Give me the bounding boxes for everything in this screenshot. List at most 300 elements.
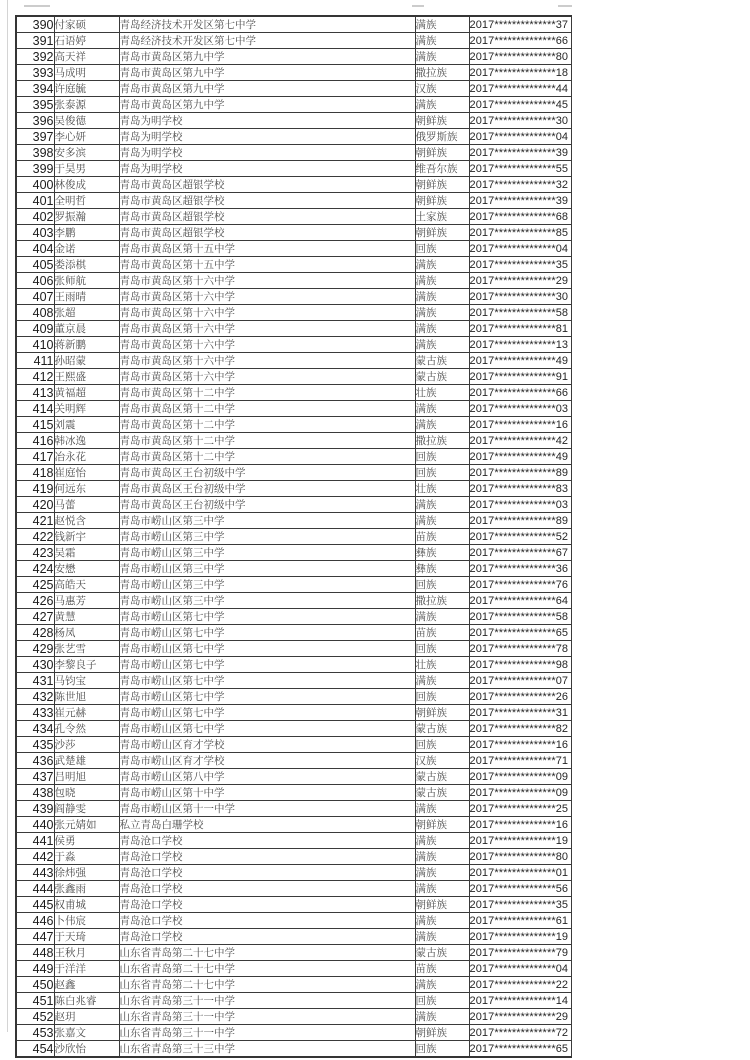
id-cell: 2017**************30 <box>469 113 571 129</box>
table-row <box>16 977 571 993</box>
id-cell: 2017**************68 <box>469 209 571 225</box>
table-row <box>16 193 571 209</box>
name-cell: 金诺 <box>54 241 119 257</box>
table-row <box>16 177 571 193</box>
ethnicity-cell: 回族 <box>415 241 469 257</box>
row-number-cell: 431 <box>16 673 54 689</box>
name-cell: 吕明旭 <box>54 769 119 785</box>
name-cell: 王秋月 <box>54 945 119 961</box>
row-number-cell: 411 <box>16 353 54 369</box>
row-number-cell: 401 <box>16 193 54 209</box>
school-cell: 青岛沧口学校 <box>119 929 415 945</box>
row-number-cell: 414 <box>16 401 54 417</box>
school-cell: 青岛市黄岛区第九中学 <box>119 81 415 97</box>
id-cell: 2017**************66 <box>469 33 571 49</box>
ethnicity-cell: 土家族 <box>415 209 469 225</box>
name-cell: 包晓 <box>54 785 119 801</box>
table-row <box>16 209 571 225</box>
id-cell: 2017**************19 <box>469 833 571 849</box>
school-cell: 青岛市黄岛区超银学校 <box>119 209 415 225</box>
school-cell: 青岛经济技术开发区第七中学 <box>119 33 415 49</box>
row-number-cell: 434 <box>16 721 54 737</box>
row-number-cell: 448 <box>16 945 54 961</box>
ethnicity-cell: 朝鲜族 <box>415 897 469 913</box>
id-cell: 2017**************03 <box>469 401 571 417</box>
row-number-cell: 429 <box>16 641 54 657</box>
school-cell: 青岛市崂山区第七中学 <box>119 689 415 705</box>
row-number-cell: 435 <box>16 737 54 753</box>
school-cell: 青岛市黄岛区第十六中学 <box>119 337 415 353</box>
table-row <box>16 33 571 49</box>
ethnicity-cell: 回族 <box>415 641 469 657</box>
id-cell: 2017**************09 <box>469 785 571 801</box>
school-cell: 青岛市黄岛区第九中学 <box>119 97 415 113</box>
id-cell: 2017**************04 <box>469 241 571 257</box>
id-cell: 2017**************58 <box>469 609 571 625</box>
id-cell: 2017**************13 <box>469 337 571 353</box>
row-number-cell: 449 <box>16 961 54 977</box>
ethnicity-cell: 蒙古族 <box>415 769 469 785</box>
ethnicity-cell: 汉族 <box>415 753 469 769</box>
school-cell: 山东省青岛第三十三中学 <box>119 1041 415 1058</box>
row-number-cell: 453 <box>16 1025 54 1041</box>
ethnicity-cell: 彝族 <box>415 545 469 561</box>
table-row <box>16 97 571 113</box>
school-cell: 青岛为明学校 <box>119 161 415 177</box>
name-cell: 于昊男 <box>54 161 119 177</box>
ethnicity-cell: 满族 <box>415 16 469 33</box>
school-cell: 青岛市黄岛区第九中学 <box>119 65 415 81</box>
name-cell: 安懋 <box>54 561 119 577</box>
school-cell: 青岛市崂山区第三中学 <box>119 561 415 577</box>
name-cell: 石语婷 <box>54 33 119 49</box>
school-cell: 青岛市崂山区第七中学 <box>119 625 415 641</box>
name-cell: 卜伟宸 <box>54 913 119 929</box>
id-cell: 2017**************04 <box>469 129 571 145</box>
name-cell: 刘震 <box>54 417 119 433</box>
ethnicity-cell: 壮族 <box>415 481 469 497</box>
table-row <box>16 113 571 129</box>
id-cell: 2017**************82 <box>469 721 571 737</box>
school-cell: 青岛市黄岛区第十二中学 <box>119 385 415 401</box>
name-cell: 张超 <box>54 305 119 321</box>
name-cell: 娄添棋 <box>54 257 119 273</box>
roster-body <box>16 16 571 1057</box>
ethnicity-cell: 满族 <box>415 289 469 305</box>
name-cell: 张艺雪 <box>54 641 119 657</box>
school-cell: 青岛市崂山区第七中学 <box>119 609 415 625</box>
school-cell: 青岛市黄岛区第十六中学 <box>119 321 415 337</box>
row-number-cell: 394 <box>16 81 54 97</box>
id-cell: 2017**************49 <box>469 353 571 369</box>
name-cell: 崔元赫 <box>54 705 119 721</box>
name-cell: 张元婧如 <box>54 817 119 833</box>
name-cell: 徐炜强 <box>54 865 119 881</box>
row-number-cell: 440 <box>16 817 54 833</box>
id-cell: 2017**************71 <box>469 753 571 769</box>
id-cell: 2017**************98 <box>469 657 571 673</box>
id-cell: 2017**************58 <box>469 305 571 321</box>
name-cell: 关明辉 <box>54 401 119 417</box>
row-number-cell: 396 <box>16 113 54 129</box>
table-row <box>16 561 571 577</box>
row-number-cell: 407 <box>16 289 54 305</box>
name-cell: 张师航 <box>54 273 119 289</box>
table-row <box>16 225 571 241</box>
ethnicity-cell: 撒拉族 <box>415 433 469 449</box>
row-number-cell: 432 <box>16 689 54 705</box>
name-cell: 阎静雯 <box>54 801 119 817</box>
table-row <box>16 465 571 481</box>
name-cell: 李鹏 <box>54 225 119 241</box>
ethnicity-cell: 满族 <box>415 1009 469 1025</box>
name-cell: 杨凤 <box>54 625 119 641</box>
id-cell: 2017**************66 <box>469 385 571 401</box>
table-row <box>16 945 571 961</box>
name-cell: 吴俊德 <box>54 113 119 129</box>
school-cell: 青岛市黄岛区第十五中学 <box>119 241 415 257</box>
row-number-cell: 454 <box>16 1041 54 1058</box>
table-row <box>16 529 571 545</box>
school-cell: 山东省青岛第二十七中学 <box>119 977 415 993</box>
row-number-cell: 418 <box>16 465 54 481</box>
school-cell: 青岛市崂山区第三中学 <box>119 529 415 545</box>
table-row <box>16 481 571 497</box>
table-row <box>16 321 571 337</box>
name-cell: 王雨晴 <box>54 289 119 305</box>
name-cell: 于淼 <box>54 849 119 865</box>
school-cell: 青岛市黄岛区第十六中学 <box>119 369 415 385</box>
id-cell: 2017**************65 <box>469 1041 571 1058</box>
ethnicity-cell: 满族 <box>415 401 469 417</box>
name-cell: 罗振瀚 <box>54 209 119 225</box>
id-cell: 2017**************19 <box>469 929 571 945</box>
name-cell: 付家硕 <box>54 16 119 33</box>
row-number-cell: 393 <box>16 65 54 81</box>
school-cell: 青岛市黄岛区第十二中学 <box>119 433 415 449</box>
id-cell: 2017**************67 <box>469 545 571 561</box>
row-number-cell: 391 <box>16 33 54 49</box>
table-row <box>16 145 571 161</box>
name-cell: 沙欣怡 <box>54 1041 119 1058</box>
ethnicity-cell: 蒙古族 <box>415 369 469 385</box>
school-cell: 青岛经济技术开发区第七中学 <box>119 16 415 33</box>
row-number-cell: 413 <box>16 385 54 401</box>
row-number-cell: 415 <box>16 417 54 433</box>
table-row <box>16 577 571 593</box>
table-row <box>16 161 571 177</box>
school-cell: 青岛市黄岛区王台初级中学 <box>119 481 415 497</box>
id-cell: 2017**************80 <box>469 849 571 865</box>
school-cell: 青岛市黄岛区第十六中学 <box>119 305 415 321</box>
table-row <box>16 257 571 273</box>
school-cell: 青岛市黄岛区第十二中学 <box>119 401 415 417</box>
table-row <box>16 1009 571 1025</box>
table-row <box>16 1041 571 1058</box>
table-row <box>16 881 571 897</box>
ethnicity-cell: 朝鲜族 <box>415 1025 469 1041</box>
ethnicity-cell: 苗族 <box>415 961 469 977</box>
ethnicity-cell: 撒拉族 <box>415 593 469 609</box>
school-cell: 青岛市黄岛区第十二中学 <box>119 417 415 433</box>
table-row <box>16 385 571 401</box>
name-cell: 全明哲 <box>54 193 119 209</box>
table-row <box>16 609 571 625</box>
name-cell: 沙莎 <box>54 737 119 753</box>
table-row <box>16 545 571 561</box>
ethnicity-cell: 壮族 <box>415 385 469 401</box>
school-cell: 青岛为明学校 <box>119 145 415 161</box>
id-cell: 2017**************52 <box>469 529 571 545</box>
id-cell: 2017**************29 <box>469 1009 571 1025</box>
table-row <box>16 1025 571 1041</box>
row-number-cell: 420 <box>16 497 54 513</box>
id-cell: 2017**************83 <box>469 481 571 497</box>
student-roster-table <box>15 15 572 1058</box>
id-cell: 2017**************76 <box>469 577 571 593</box>
school-cell: 青岛市崂山区第三中学 <box>119 593 415 609</box>
school-cell: 青岛沧口学校 <box>119 913 415 929</box>
id-cell: 2017**************64 <box>469 593 571 609</box>
id-cell: 2017**************55 <box>469 161 571 177</box>
row-number-cell: 427 <box>16 609 54 625</box>
school-cell: 青岛沧口学校 <box>119 897 415 913</box>
row-number-cell: 403 <box>16 225 54 241</box>
ethnicity-cell: 苗族 <box>415 529 469 545</box>
ethnicity-cell: 回族 <box>415 465 469 481</box>
ethnicity-cell: 满族 <box>415 849 469 865</box>
table-row <box>16 401 571 417</box>
row-number-cell: 422 <box>16 529 54 545</box>
ethnicity-cell: 满族 <box>415 417 469 433</box>
school-cell: 青岛市崂山区第七中学 <box>119 705 415 721</box>
row-number-cell: 412 <box>16 369 54 385</box>
id-cell: 2017**************03 <box>469 497 571 513</box>
name-cell: 李心妍 <box>54 129 119 145</box>
table-row <box>16 913 571 929</box>
school-cell: 山东省青岛第二十七中学 <box>119 945 415 961</box>
row-number-cell: 400 <box>16 177 54 193</box>
table-row <box>16 817 571 833</box>
ethnicity-cell: 维吾尔族 <box>415 161 469 177</box>
id-cell: 2017**************85 <box>469 225 571 241</box>
table-row <box>16 273 571 289</box>
school-cell: 私立青岛白珊学校 <box>119 817 415 833</box>
school-cell: 青岛市黄岛区王台初级中学 <box>119 465 415 481</box>
ethnicity-cell: 满族 <box>415 833 469 849</box>
id-cell: 2017**************16 <box>469 417 571 433</box>
row-number-cell: 426 <box>16 593 54 609</box>
school-cell: 青岛市黄岛区超银学校 <box>119 193 415 209</box>
ethnicity-cell: 俄罗斯族 <box>415 129 469 145</box>
school-cell: 青岛市崂山区第七中学 <box>119 673 415 689</box>
id-cell: 2017**************30 <box>469 289 571 305</box>
school-cell: 青岛市黄岛区超银学校 <box>119 177 415 193</box>
id-cell: 2017**************45 <box>469 97 571 113</box>
id-cell: 2017**************39 <box>469 193 571 209</box>
row-number-cell: 439 <box>16 801 54 817</box>
ethnicity-cell: 朝鲜族 <box>415 705 469 721</box>
school-cell: 青岛市崂山区育才学校 <box>119 753 415 769</box>
name-cell: 黄福超 <box>54 385 119 401</box>
school-cell: 山东省青岛第三十一中学 <box>119 1025 415 1041</box>
id-cell: 2017**************22 <box>469 977 571 993</box>
table-row <box>16 625 571 641</box>
clipped-row-remnant <box>412 5 424 7</box>
name-cell: 冶永花 <box>54 449 119 465</box>
name-cell: 马钧宝 <box>54 673 119 689</box>
table-row <box>16 593 571 609</box>
id-cell: 2017**************81 <box>469 321 571 337</box>
school-cell: 山东省青岛第三十一中学 <box>119 1009 415 1025</box>
id-cell: 2017**************89 <box>469 513 571 529</box>
id-cell: 2017**************79 <box>469 945 571 961</box>
id-cell: 2017**************16 <box>469 737 571 753</box>
name-cell: 于天琦 <box>54 929 119 945</box>
ethnicity-cell: 朝鲜族 <box>415 817 469 833</box>
name-cell: 武楚雄 <box>54 753 119 769</box>
name-cell: 吴霜 <box>54 545 119 561</box>
school-cell: 青岛为明学校 <box>119 113 415 129</box>
table-row <box>16 993 571 1009</box>
table-row <box>16 369 571 385</box>
ethnicity-cell: 满族 <box>415 913 469 929</box>
name-cell: 赵悦含 <box>54 513 119 529</box>
ethnicity-cell: 满族 <box>415 273 469 289</box>
school-cell: 青岛市崂山区第七中学 <box>119 721 415 737</box>
table-row <box>16 833 571 849</box>
name-cell: 张鑫雨 <box>54 881 119 897</box>
school-cell: 青岛市崂山区第十一中学 <box>119 801 415 817</box>
row-number-cell: 410 <box>16 337 54 353</box>
ethnicity-cell: 满族 <box>415 865 469 881</box>
id-cell: 2017**************04 <box>469 961 571 977</box>
table-row <box>16 753 571 769</box>
row-number-cell: 443 <box>16 865 54 881</box>
row-number-cell: 441 <box>16 833 54 849</box>
table-row <box>16 785 571 801</box>
ethnicity-cell: 壮族 <box>415 657 469 673</box>
name-cell: 孔令然 <box>54 721 119 737</box>
id-cell: 2017**************65 <box>469 625 571 641</box>
school-cell: 青岛市黄岛区第十六中学 <box>119 353 415 369</box>
ethnicity-cell: 回族 <box>415 737 469 753</box>
id-cell: 2017**************37 <box>469 16 571 33</box>
row-number-cell: 398 <box>16 145 54 161</box>
table-row <box>16 769 571 785</box>
school-cell: 青岛市崂山区第七中学 <box>119 641 415 657</box>
id-cell: 2017**************14 <box>469 993 571 1009</box>
id-cell: 2017**************31 <box>469 705 571 721</box>
id-cell: 2017**************35 <box>469 257 571 273</box>
name-cell: 许庭毓 <box>54 81 119 97</box>
ethnicity-cell: 彝族 <box>415 561 469 577</box>
table-row <box>16 961 571 977</box>
name-cell: 王熙盛 <box>54 369 119 385</box>
clipped-row-remnant <box>24 5 50 7</box>
school-cell: 山东省青岛第三十一中学 <box>119 993 415 1009</box>
ethnicity-cell: 满族 <box>415 673 469 689</box>
row-number-cell: 421 <box>16 513 54 529</box>
ethnicity-cell: 回族 <box>415 993 469 1009</box>
ethnicity-cell: 蒙古族 <box>415 353 469 369</box>
table-row <box>16 705 571 721</box>
table-row <box>16 65 571 81</box>
id-cell: 2017**************25 <box>469 801 571 817</box>
id-cell: 2017**************35 <box>469 897 571 913</box>
ethnicity-cell: 朝鲜族 <box>415 145 469 161</box>
table-row <box>16 929 571 945</box>
id-cell: 2017**************29 <box>469 273 571 289</box>
id-cell: 2017**************26 <box>469 689 571 705</box>
row-number-cell: 438 <box>16 785 54 801</box>
ethnicity-cell: 满族 <box>415 305 469 321</box>
name-cell: 赵鑫 <box>54 977 119 993</box>
id-cell: 2017**************89 <box>469 465 571 481</box>
id-cell: 2017**************91 <box>469 369 571 385</box>
row-number-cell: 399 <box>16 161 54 177</box>
row-number-cell: 428 <box>16 625 54 641</box>
id-cell: 2017**************80 <box>469 49 571 65</box>
row-number-cell: 452 <box>16 1009 54 1025</box>
name-cell: 崔庭怡 <box>54 465 119 481</box>
school-cell: 青岛市崂山区第三中学 <box>119 545 415 561</box>
table-row <box>16 49 571 65</box>
school-cell: 青岛为明学校 <box>119 129 415 145</box>
row-number-cell: 392 <box>16 49 54 65</box>
row-number-cell: 405 <box>16 257 54 273</box>
ethnicity-cell: 蒙古族 <box>415 945 469 961</box>
table-row <box>16 241 571 257</box>
ethnicity-cell: 满族 <box>415 801 469 817</box>
ethnicity-cell: 满族 <box>415 609 469 625</box>
row-number-cell: 397 <box>16 129 54 145</box>
ethnicity-cell: 朝鲜族 <box>415 193 469 209</box>
table-row <box>16 801 571 817</box>
row-number-cell: 437 <box>16 769 54 785</box>
row-number-cell: 416 <box>16 433 54 449</box>
row-number-cell: 417 <box>16 449 54 465</box>
school-cell: 青岛市黄岛区第十六中学 <box>119 289 415 305</box>
id-cell: 2017**************49 <box>469 449 571 465</box>
name-cell: 权甫城 <box>54 897 119 913</box>
row-number-cell: 425 <box>16 577 54 593</box>
table-row <box>16 497 571 513</box>
clipped-row-remnant <box>558 5 572 7</box>
school-cell: 青岛沧口学校 <box>119 833 415 849</box>
name-cell: 高皓天 <box>54 577 119 593</box>
name-cell: 于洋洋 <box>54 961 119 977</box>
school-cell: 青岛市崂山区第十中学 <box>119 785 415 801</box>
ethnicity-cell: 满族 <box>415 257 469 273</box>
name-cell: 何远东 <box>54 481 119 497</box>
row-number-cell: 424 <box>16 561 54 577</box>
table-row <box>16 417 571 433</box>
ethnicity-cell: 满族 <box>415 49 469 65</box>
ethnicity-cell: 满族 <box>415 33 469 49</box>
name-cell: 陈白兆睿 <box>54 993 119 1009</box>
ethnicity-cell: 蒙古族 <box>415 785 469 801</box>
row-number-cell: 450 <box>16 977 54 993</box>
row-number-cell: 446 <box>16 913 54 929</box>
school-cell: 青岛市崂山区第三中学 <box>119 513 415 529</box>
row-number-cell: 442 <box>16 849 54 865</box>
row-number-cell: 390 <box>16 16 54 33</box>
row-number-cell: 451 <box>16 993 54 1009</box>
name-cell: 张嘉文 <box>54 1025 119 1041</box>
table-row <box>16 865 571 881</box>
name-cell: 董京晨 <box>54 321 119 337</box>
